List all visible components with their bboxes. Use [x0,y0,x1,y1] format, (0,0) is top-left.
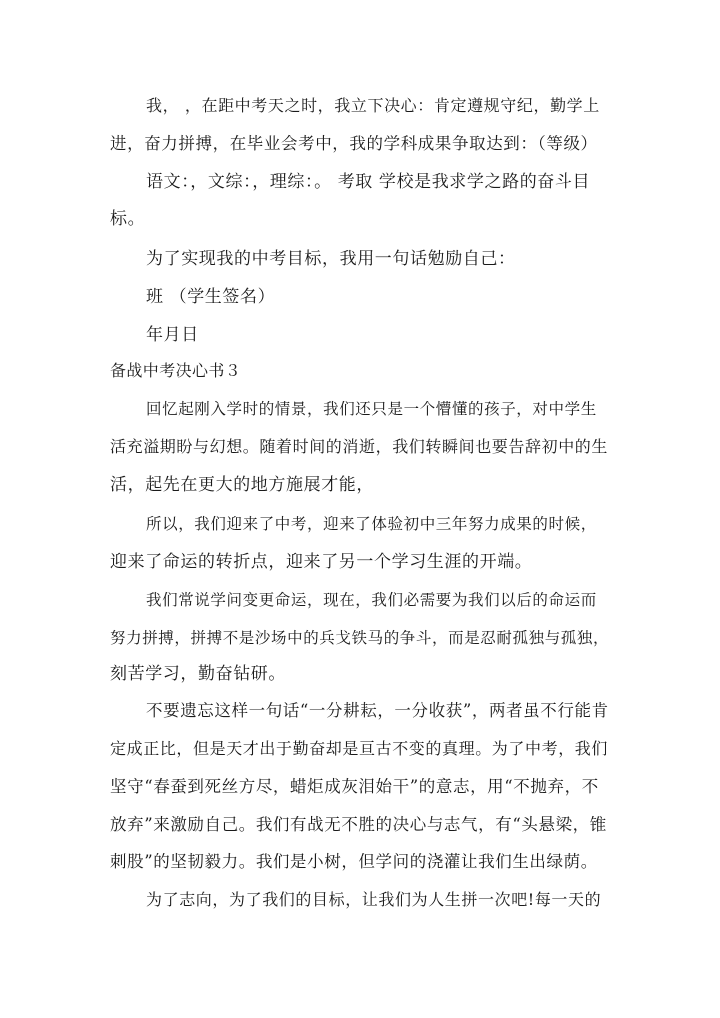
date-line: 年月日 [146,325,199,345]
body-line: 刺股”的坚韧毅力。我们是小树，但学问的浇灌让我们生出绿荫。 [110,852,598,871]
body-line: 为了志向，为了我们的目标，让我们为人生拼一次吧!每一天的 [146,890,602,909]
body-line: 努力拼搏，拼搏不是沙场中的兵戈铁马的争斗，而是忍耐孤独与孤独， [110,629,610,647]
pledge-line: 我， ，在距中考天之时，我立下决心：肯定遵规守纪，勤学上 [146,96,600,115]
body-line: 定成正比，但是天才出于勤奋却是亘古不变的真理。为了中考，我们 [110,739,609,758]
body-line: 放弃”来激励自己。我们有战无不胜的决心与志气，有“头悬梁，锥 [110,815,607,834]
body-line: 所以，我们迎来了中考，迎来了体验初中三年努力成果的时候， [146,515,597,533]
section-title: 备战中考决心书３ [110,361,242,380]
body-line: 不要遗忘这样一句话“一分耕耘，一分收获”，两者虽不行能肯 [146,701,609,720]
body-line: 活，起先在更大的地方施展才能， [110,475,374,495]
body-line: 回忆起刚入学时的情景，我们还只是一个懵懂的孩子，对中学生 [146,400,597,418]
motto-prompt: 为了实现我的中考目标，我用一句话勉励自己： [146,249,516,269]
signature-line: 班 （学生签名） [146,287,276,307]
pledge-line: 标。 [110,209,146,229]
pledge-line: 语文：，文综：，理综：。 考取 学校是我求学之路的奋斗目 [146,172,591,192]
body-line: 坚守“春蚕到死丝方尽，蜡炬成灰泪始干”的意志，用“不抛弃，不 [110,777,599,796]
body-line: 刻苦学习，勤奋钻研。 [110,664,286,684]
pledge-line: 进，奋力拼搏，在毕业会考中，我的学科成果争取达到：（等级） [110,134,598,153]
body-line: 迎来了命运的转折点，迎来了另一个学习生涯的开端。 [110,552,533,572]
body-line: 活充溢期盼与幻想。随着时间的消逝，我们转瞬间也要告辞初中的生 [110,437,609,456]
body-line: 我们常说学问变更命运，现在，我们必需要为我们以后的命运而 [146,591,597,609]
